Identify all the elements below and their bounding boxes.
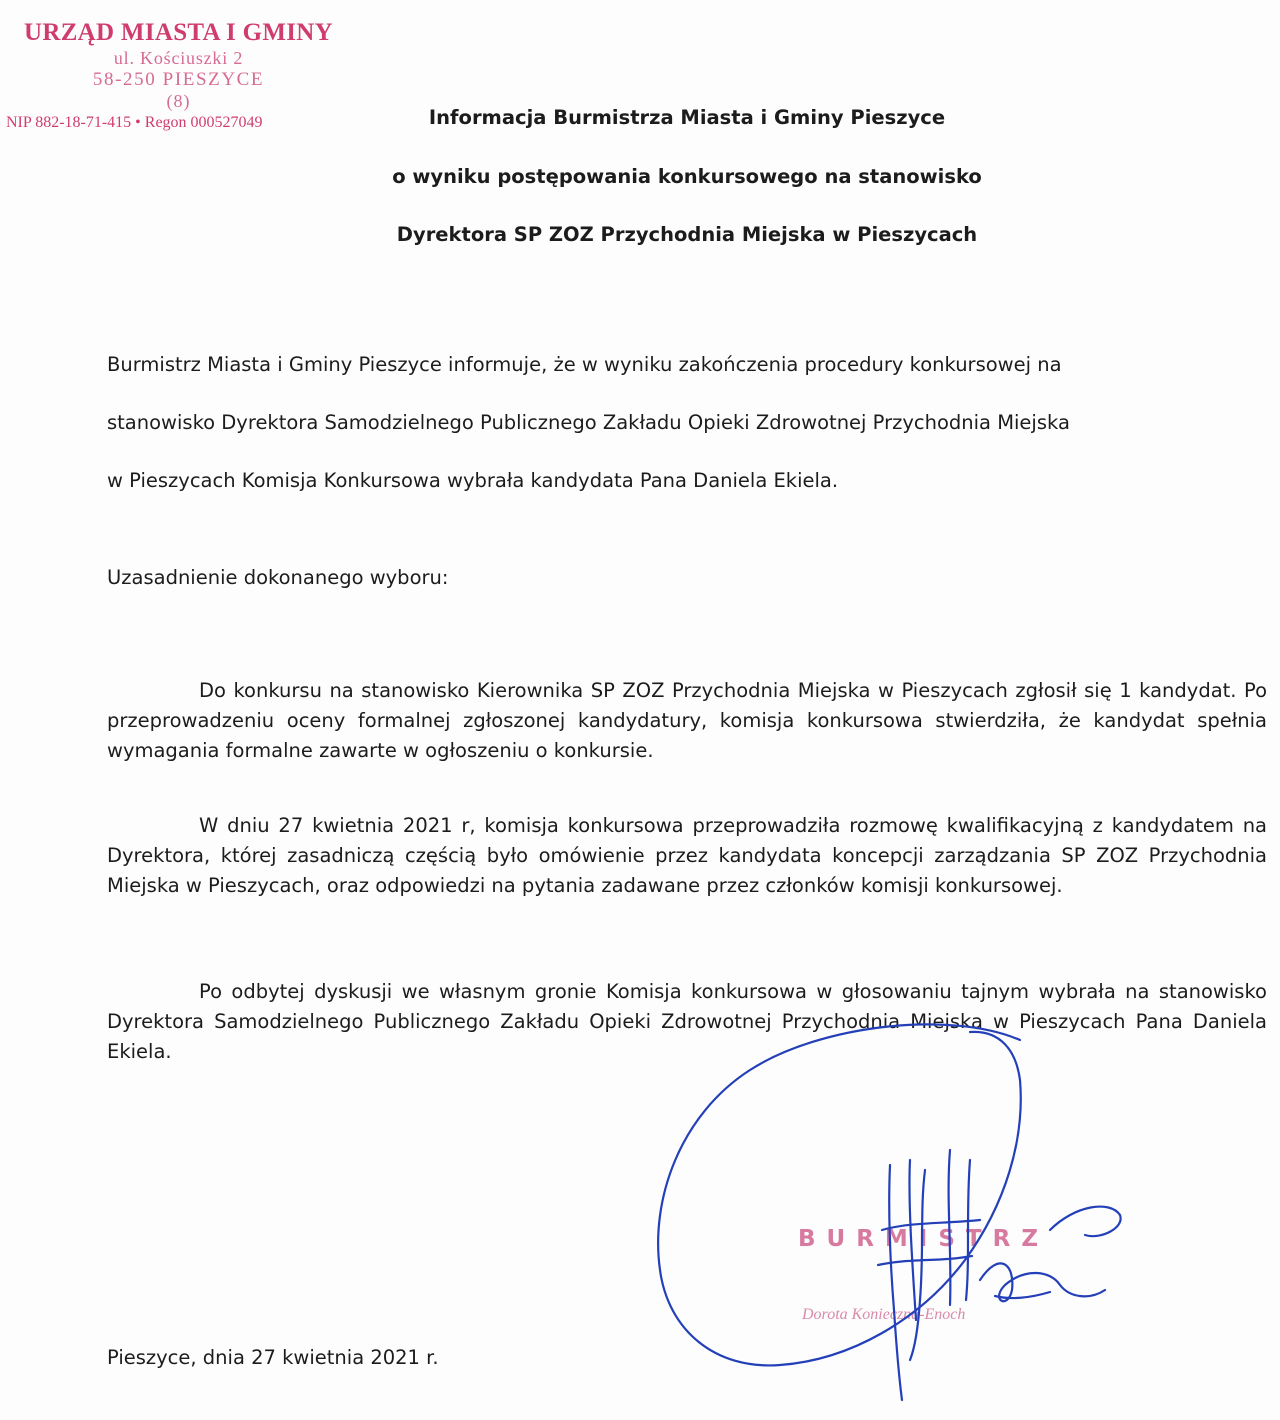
intro-line: w Pieszycach Komisja Konkursowa wybrała kandydata Pana Daniela Ekiela. [107, 469, 839, 492]
mayor-title-stamp: BURMISTRZ [798, 1226, 1050, 1252]
paragraph-interview: W dniu 27 kwietnia 2021 r, komisja konkursowa przeprowadziła rozmowę kwalifikacyjną z kandydatem na Dyrektora, której zasadniczą częścią było omówienie przez kandydata koncepcji zarządzania SP ZOZ Przychodnia Miejska w Pieszycach, oraz odpowiedzi na pytania zadawane przez członków komisji konkursowej. [107, 814, 1267, 897]
intro-paragraph [107, 336, 1267, 510]
stamp-office-name: URZĄD MIASTA I GMINY [23, 19, 334, 46]
intro-line: Burmistrz Miasta i Gminy Pieszyce informuje, że w wyniku zakończenia procedury konkursowej na [107, 353, 1062, 376]
stamp-code: (8) [166, 91, 191, 111]
office-stamp [6, 18, 351, 135]
mayor-name-stamp: Dorota Konieczna-Enoch [802, 1306, 966, 1323]
document-subtitle: o wyniku postępowania konkursowego na stanowisko [392, 165, 982, 188]
intro-line: stanowisko Dyrektora Samodzielnego Publicznego Zakładu Opieki Zdrowotnej Przychodnia Miejska [107, 411, 1070, 434]
stamp-tax-ids: NIP 882-18-71-415 • Regon 000527049 [6, 114, 263, 131]
document-subtitle-position: Dyrektora SP ZOZ Przychodnia Miejska w Pieszycach [396, 223, 978, 246]
stamp-street: ul. Kościuszki 2 [113, 48, 244, 68]
handwritten-signature [620, 1000, 1140, 1420]
document-title: Informacja Burmistrza Miasta i Gminy Pieszyce [428, 106, 946, 129]
paragraph-decision: Po odbytej dyskusji we własnym gronie Komisja konkursowa w głosowaniu tajnym wybrała na stanowisko Dyrektora Samodzielnego Publicznego Zakładu Opieki Zdrowotnej Przychodnia Miejska w Pieszycach Pana Daniela Ekiela. [107, 980, 1267, 1063]
paragraph-candidate: Do konkursu na stanowisko Kierownika SP ZOZ Przychodnia Miejska w Pieszycach zgłosił się 1 kandydat. Po przeprowadzeniu oceny formalnej zgłoszonej kandydatury, komisja konkursowa stwierdziła, że kandydat spełnia wymagania formalne zawarte w ogłoszeniu o konkursie. [107, 679, 1267, 762]
justification-heading: Uzasadnienie dokonanego wyboru: [107, 566, 449, 589]
place-date: Pieszyce, dnia 27 kwietnia 2021 r. [107, 1346, 439, 1369]
stamp-postal-city: 58-250 PIESZYCE [92, 69, 265, 90]
